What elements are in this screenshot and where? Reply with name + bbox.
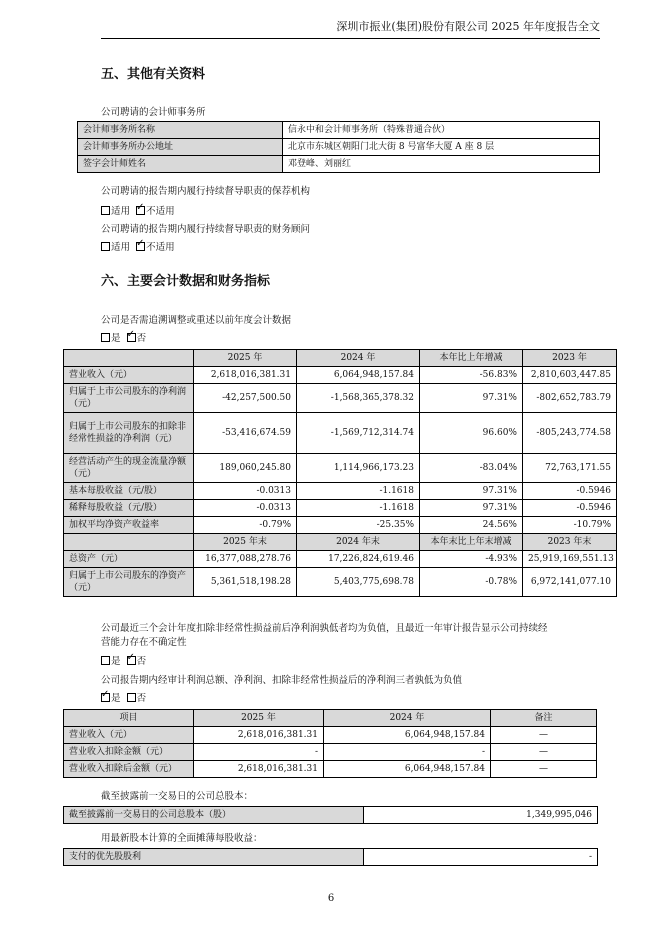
- header-cell: 2025 年: [194, 710, 324, 727]
- checkbox-unchecked[interactable]: [101, 333, 110, 342]
- cell: 17,226,824,619.46: [297, 551, 420, 568]
- checkbox-checked[interactable]: [101, 693, 110, 702]
- cell: -0.0313: [194, 483, 297, 500]
- capital-intro: 截至披露前一交易日的公司总股本：: [101, 791, 254, 802]
- table-row: [64, 849, 598, 866]
- table-row: [64, 413, 617, 454]
- cell: —: [491, 727, 597, 744]
- uncertainty-question-line1: 公司最近三个会计年度扣除非经常性损益前后净利润孰低者均为负值，且最近一年审计报告显示公司持续经: [101, 623, 548, 634]
- preferred-dividend-table: [63, 848, 598, 866]
- header-cell: 2024 年末: [297, 534, 420, 551]
- table-row: [78, 156, 600, 173]
- cell: 6,064,948,157.84: [324, 727, 491, 744]
- option-label: 是: [111, 656, 121, 667]
- header-cell: 2023 年: [523, 350, 617, 367]
- cell: -83.04%: [420, 454, 523, 483]
- table-header-row: [64, 534, 617, 551]
- table-header-row: [64, 350, 617, 367]
- option-label: 适用: [111, 242, 131, 253]
- section5-heading: 五、其他有关资料: [101, 67, 206, 82]
- cell: -0.5946: [523, 500, 617, 517]
- row-label: 归属于上市公司股东的净资产（元）: [64, 568, 194, 597]
- checkbox-checked[interactable]: [127, 333, 136, 342]
- row-label: 营业收入（元）: [64, 727, 194, 744]
- cell: 6,064,948,157.84: [324, 761, 491, 778]
- option-label: 不适用: [146, 242, 175, 253]
- header-cell: 2024 年: [297, 350, 420, 367]
- option-label: 否: [136, 333, 147, 344]
- auditor-intro: 公司聘请的会计师事务所: [101, 107, 206, 118]
- table-row: [64, 727, 597, 744]
- cell: -53,416,674.59: [194, 413, 297, 454]
- table-header-row: [64, 710, 597, 727]
- cell: -: [324, 744, 491, 761]
- row-label: 总资产（元）: [64, 551, 194, 568]
- checkbox-checked[interactable]: [136, 206, 145, 215]
- cell: -1.1618: [297, 500, 420, 517]
- cell: -4.93%: [420, 551, 523, 568]
- checkbox-unchecked[interactable]: [101, 242, 110, 251]
- checkbox-checked[interactable]: [136, 242, 145, 251]
- row-label: 加权平均净资产收益率: [64, 517, 194, 534]
- row-label: 归属于上市公司股东的扣除非经常性损益的净利润（元）: [64, 413, 194, 454]
- checkbox-unchecked[interactable]: [127, 693, 136, 702]
- auditor-label: 会计师事务所办公地址: [78, 139, 283, 156]
- restate-options: [101, 330, 146, 344]
- cell: 97.31%: [420, 384, 523, 413]
- table-row: [64, 483, 617, 500]
- cell: -1,568,365,378.32: [297, 384, 420, 413]
- cell: -0.79%: [194, 517, 297, 534]
- cell: 97.31%: [420, 483, 523, 500]
- latest-share-text: 用最新股本计算的全面摊薄每股收益：: [101, 833, 263, 844]
- row-label: 归属于上市公司股东的净利润（元）: [64, 384, 194, 413]
- row-label: 支付的优先股股利: [64, 849, 364, 866]
- table-row: [78, 122, 600, 139]
- table-row: [64, 568, 617, 597]
- cell: -25.35%: [297, 517, 420, 534]
- revenue-deduction-table: [63, 709, 597, 778]
- row-label: 基本每股收益（元/股）: [64, 483, 194, 500]
- cell: -42,257,500.50: [194, 384, 297, 413]
- option-label: 不适用: [146, 206, 175, 217]
- cell: -802,652,783.79: [523, 384, 617, 413]
- cell: -10.79%: [523, 517, 617, 534]
- section6-heading: 六、主要会计数据和财务指标: [101, 274, 271, 289]
- auditor-value: 邓登峰、刘丽红: [283, 156, 600, 173]
- advisor-options: [101, 239, 175, 253]
- report-header: 深圳市振业(集团)股份有限公司 2025 年年度报告全文: [336, 20, 600, 33]
- header-cell: 2025 年: [194, 350, 297, 367]
- profit-options: [101, 690, 146, 704]
- cell: —: [491, 761, 597, 778]
- table-row: [64, 807, 598, 824]
- cell: 72,763,171.55: [523, 454, 617, 483]
- table-row: [64, 384, 617, 413]
- row-label: 营业收入扣除后金额（元）: [64, 761, 194, 778]
- cell: 2,810,603,447.85: [523, 367, 617, 384]
- checkbox-checked[interactable]: [127, 656, 136, 665]
- row-label: 稀释每股收益（元/股）: [64, 500, 194, 517]
- cell: 1,114,966,173.23: [297, 454, 420, 483]
- advisor-text: 公司聘请的报告期内履行持续督导职责的财务顾问: [101, 224, 311, 235]
- cell: -: [364, 849, 598, 866]
- table-row: [64, 761, 597, 778]
- cell: -56.83%: [420, 367, 523, 384]
- profit-question: 公司报告期内经审计利润总额、净利润、扣除非经常性损益后的净利润三者孰低为负值: [101, 675, 463, 686]
- table-row: [78, 139, 600, 156]
- cell: 2,618,016,381.31: [194, 761, 324, 778]
- cell: -0.78%: [420, 568, 523, 597]
- checkbox-unchecked[interactable]: [101, 656, 110, 665]
- cell: 5,361,518,198.28: [194, 568, 297, 597]
- header-cell: [64, 350, 194, 367]
- header-cell: 备注: [491, 710, 597, 727]
- cell: 97.31%: [420, 500, 523, 517]
- share-capital-table: [63, 806, 598, 824]
- uncertainty-question-line2: 营能力存在不确定性: [101, 637, 187, 648]
- cell: 6,064,948,157.84: [297, 367, 420, 384]
- auditor-value: 信永中和会计师事务所（特殊普通合伙）: [283, 122, 600, 139]
- auditor-label: 会计师事务所名称: [78, 122, 283, 139]
- cell: 25,919,169,551.13: [523, 551, 617, 568]
- cell: 2,618,016,381.31: [194, 367, 297, 384]
- option-label: 适用: [111, 206, 131, 217]
- uncertainty-options: [101, 653, 146, 667]
- cell: —: [491, 744, 597, 761]
- auditor-table: [77, 121, 600, 173]
- header-cell: 2023 年末: [523, 534, 617, 551]
- page-number: 6: [327, 893, 335, 904]
- checkbox-unchecked[interactable]: [101, 206, 110, 215]
- cell: -: [194, 744, 324, 761]
- option-label: 否: [136, 656, 147, 667]
- cell: -0.0313: [194, 500, 297, 517]
- option-label: 否: [136, 693, 147, 704]
- header-cell: 项目: [64, 710, 194, 727]
- cell: -805,243,774.58: [523, 413, 617, 454]
- header-cell: 2024 年: [324, 710, 491, 727]
- cell: 2,618,016,381.31: [194, 727, 324, 744]
- cell: 96.60%: [420, 413, 523, 454]
- table-row: [64, 517, 617, 534]
- table-row: [64, 500, 617, 517]
- cell: 24.56%: [420, 517, 523, 534]
- table-row: [64, 551, 617, 568]
- table-row: [64, 744, 597, 761]
- restate-question: 公司是否需追溯调整或重述以前年度会计数据: [101, 315, 292, 326]
- row-label: 营业收入（元）: [64, 367, 194, 384]
- header-cell: 本年比上年增减: [420, 350, 523, 367]
- row-label: 经营活动产生的现金流量净额（元）: [64, 454, 194, 483]
- cell: -0.5946: [523, 483, 617, 500]
- cell: 5,403,775,698.78: [297, 568, 420, 597]
- header-cell: 本年末比上年末增减: [420, 534, 523, 551]
- cell: -1,569,712,314.74: [297, 413, 420, 454]
- table-row: [64, 454, 617, 483]
- auditor-label: 签字会计师姓名: [78, 156, 283, 173]
- cell: 6,972,141,077.10: [523, 568, 617, 597]
- option-label: 是: [111, 693, 121, 704]
- option-label: 是: [111, 333, 121, 344]
- table-row: [64, 367, 617, 384]
- financial-table: [63, 349, 617, 597]
- cell: -1.1618: [297, 483, 420, 500]
- cell: 1,349,995,046: [364, 807, 598, 824]
- header-cell: 2025 年末: [194, 534, 297, 551]
- cell: 16,377,088,278.76: [194, 551, 297, 568]
- sponsor-options: [101, 203, 175, 217]
- sponsor-text: 公司聘请的报告期内履行持续督导职责的保荐机构: [101, 186, 311, 197]
- cell: 189,060,245.80: [194, 454, 297, 483]
- auditor-value: 北京市东城区朝阳门北大街 8 号富华大厦 A 座 8 层: [283, 139, 600, 156]
- row-label: 截至披露前一交易日的公司总股本（股）: [64, 807, 364, 824]
- header-rule: [101, 38, 600, 39]
- row-label: 营业收入扣除金额（元）: [64, 744, 194, 761]
- header-cell: [64, 534, 194, 551]
